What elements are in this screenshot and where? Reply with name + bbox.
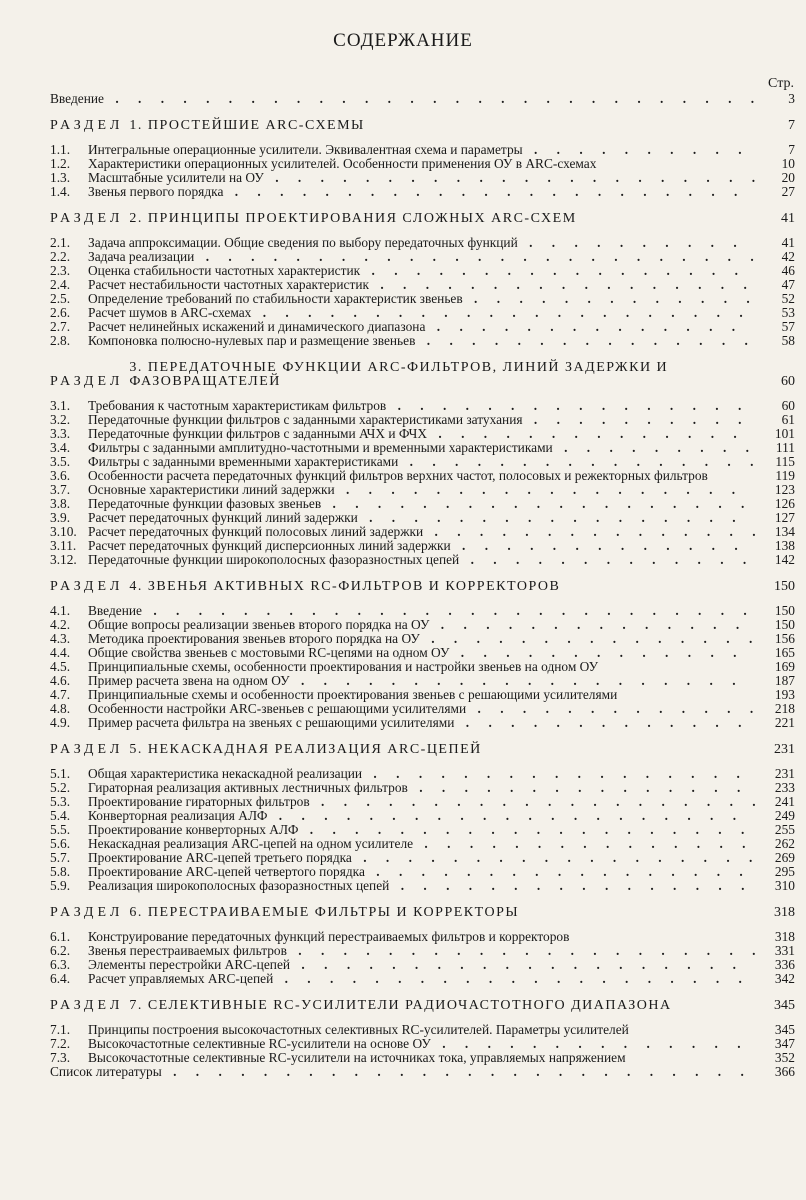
section-title: 5. НЕКАСКАДНАЯ РЕАЛИЗАЦИЯ ARC-ЦЕПЕЙ	[129, 742, 482, 757]
toc-entry-page: 269	[774, 850, 795, 865]
toc-entry	[50, 455, 795, 469]
toc-entry-text: Оценка стабильности частотных характеристик . . .	[88, 264, 755, 278]
section-page: 318	[774, 905, 795, 920]
toc-entry-text: Конструирование передаточных функций перестраиваемых фильтров и корректоров	[88, 930, 570, 944]
toc-entry-page: 58	[781, 333, 795, 348]
section-heading	[50, 580, 795, 594]
section-title: 7. СЕЛЕКТИВНЫЕ RC-УСИЛИТЕЛИ РАДИОЧАСТОТНОГО ДИАПАЗОНА	[129, 998, 672, 1013]
section-page: 231	[774, 742, 795, 757]
toc-entry	[50, 413, 795, 427]
toc-intro	[50, 92, 795, 106]
toc-entry-number: 6.2.	[50, 943, 71, 958]
toc-entry-page: 193	[774, 687, 795, 702]
toc-entry-text: Пример расчета фильтра на звеньях с решающими усилителями . . .	[88, 716, 755, 730]
toc-entry-text: Особенности расчета передаточных функций фильтров верхних частот, полосовых и режекторных фильтров	[88, 469, 708, 483]
toc-entry-number: 5.2.	[50, 780, 71, 795]
section-prefix: РАЗДЕЛ	[50, 118, 124, 133]
toc-entry-text: Общие свойства звеньев с мостовыми RC-цепями на одном ОУ . . .	[88, 646, 755, 660]
toc-entry-number: 3.11.	[50, 538, 77, 553]
toc-entry-page: 57	[781, 319, 795, 334]
toc-entry-page: 233	[774, 780, 795, 795]
toc-entry	[50, 497, 795, 511]
toc-entry	[50, 171, 795, 185]
toc-entry-number: 5.7.	[50, 850, 71, 865]
toc-entry	[50, 185, 795, 199]
table-of-contents	[50, 92, 795, 1079]
toc-entry-page: 342	[774, 971, 795, 986]
toc-entry-text: Гираторная реализация активных лестничных фильтров . . .	[88, 781, 755, 795]
toc-entry-number: 4.7.	[50, 687, 71, 702]
toc-entry-text: Расчет передаточных функций дисперсионных линий задержки . . .	[88, 539, 755, 553]
toc-entry-text: Расчет передаточных функций полосовых линий задержки . . .	[88, 525, 755, 539]
section-page: 345	[774, 998, 795, 1013]
toc-entry	[50, 851, 795, 865]
toc-entry	[50, 865, 795, 879]
toc-entry-number: 3.1.	[50, 398, 71, 413]
section-title: 3. ПЕРЕДАТОЧНЫЕ ФУНКЦИИ ARC-ФИЛЬТРОВ, ЛИНИЙ ЗАДЕРЖКИ И ФАЗОВРАЩАТЕЛЕЙ	[129, 360, 669, 389]
toc-entry-number: 7.1.	[50, 1022, 71, 1037]
toc-entry-text: Реализация широкополосных фазоразностных цепей . . .	[88, 879, 755, 893]
toc-entry-page: 60	[781, 398, 795, 413]
toc-entry	[50, 157, 795, 171]
toc-entry	[50, 688, 795, 702]
toc-references-text: Список литературы . . .	[50, 1065, 755, 1079]
toc-entry-number: 3.3.	[50, 426, 71, 441]
toc-entry-page: 7	[788, 142, 795, 157]
toc-entry-text: Общие вопросы реализации звеньев второго порядка на ОУ . . .	[88, 618, 755, 632]
toc-entry-text: Задача аппроксимации. Общие сведения по выбору передаточных функций . . .	[88, 236, 755, 250]
toc-entry-number: 4.1.	[50, 603, 71, 618]
toc-entry	[50, 306, 795, 320]
toc-entry-number: 5.8.	[50, 864, 71, 879]
toc-entry-text: Расчет нестабильности частотных характеристик . . .	[88, 278, 755, 292]
toc-entry-text: Передаточные функции фильтров с заданными характеристиками затухания . . .	[88, 413, 755, 427]
toc-entry	[50, 879, 795, 893]
toc-entry-page: 115	[775, 454, 795, 469]
toc-entry-number: 2.2.	[50, 249, 71, 264]
toc-entry	[50, 604, 795, 618]
toc-entry	[50, 702, 795, 716]
section-heading	[50, 743, 795, 757]
toc-entry-number: 2.6.	[50, 305, 71, 320]
toc-entry-page: 61	[781, 412, 795, 427]
toc-entry-text: Конверторная реализация АЛФ . . .	[88, 809, 755, 823]
toc-entry	[50, 767, 795, 781]
toc-entry-text: Звенья перестраиваемых фильтров . . .	[88, 944, 755, 958]
toc-entry	[50, 236, 795, 250]
section-page: 150	[774, 579, 795, 594]
toc-entry	[50, 334, 795, 348]
toc-entry-number: 2.3.	[50, 263, 71, 278]
toc-entry	[50, 264, 795, 278]
toc-entry	[50, 716, 795, 730]
toc-entry-text: Характеристики операционных усилителей. Особенности применения ОУ в ARC-схемах	[88, 157, 597, 171]
toc-entry-text: Передаточные функции фильтров с заданными АЧХ и ФЧХ . . .	[88, 427, 755, 441]
toc-entry-page: 249	[774, 808, 795, 823]
toc-entry	[50, 618, 795, 632]
toc-entry	[50, 469, 795, 483]
toc-entry-number: 4.2.	[50, 617, 71, 632]
toc-entry-number: 1.1.	[50, 142, 71, 157]
toc-entry-number: 4.4.	[50, 645, 71, 660]
toc-entry-text: Определение требований по стабильности характеристик звеньев . . .	[88, 292, 755, 306]
toc-entry-page: 165	[774, 645, 795, 660]
toc-entry-text: Принципиальные схемы, особенности проектирования и настройки звеньев на одном ОУ	[88, 660, 599, 674]
section-prefix: РАЗДЕЛ	[50, 905, 124, 920]
toc-entry	[50, 795, 795, 809]
toc-entry-page: 126	[774, 496, 795, 511]
toc-entry-number: 5.5.	[50, 822, 71, 837]
toc-entry-text: Высокочастотные селективные RC-усилители на основе ОУ . . .	[88, 1037, 755, 1051]
section-page: 60	[781, 374, 795, 389]
toc-entry-text: Проектирование конверторных АЛФ . . .	[88, 823, 755, 837]
toc-entry-number: 4.6.	[50, 673, 71, 688]
page-column-header: Стр.	[768, 76, 794, 91]
toc-entry-page: 111	[775, 440, 795, 455]
toc-entry-number: 3.6.	[50, 468, 71, 483]
toc-entry-number: 4.8.	[50, 701, 71, 716]
toc-entry-number: 7.3.	[50, 1050, 71, 1065]
section-heading	[50, 212, 795, 226]
toc-entry	[50, 823, 795, 837]
toc-entry-text: Принципиальные схемы и особенности проектирования звеньев с решающими усилителями	[88, 688, 618, 702]
toc-entry	[50, 958, 795, 972]
section-page: 7	[788, 118, 795, 133]
toc-entry	[50, 250, 795, 264]
toc-entry-text: Основные характеристики линий задержки . . .	[88, 483, 755, 497]
toc-entry-text: Фильтры с заданными амплитудно-частотными и временными характеристиками . . .	[88, 441, 755, 455]
toc-entry-text: Расчет передаточных функций линий задержки . . .	[88, 511, 755, 525]
toc-entry-number: 2.4.	[50, 277, 71, 292]
toc-entry	[50, 674, 795, 688]
toc-entry-number: 3.9.	[50, 510, 71, 525]
toc-entry-page: 336	[774, 957, 795, 972]
toc-entry-number: 6.3.	[50, 957, 71, 972]
toc-references	[50, 1065, 795, 1079]
toc-entry-page: 101	[774, 426, 795, 441]
toc-entry	[50, 781, 795, 795]
toc-entry-page: 347	[774, 1036, 795, 1051]
toc-entry-text: Расчет шумов в ARC-схемах . . .	[88, 306, 755, 320]
toc-entry-number: 3.8.	[50, 496, 71, 511]
toc-entry-page: 241	[774, 794, 795, 809]
toc-entry	[50, 944, 795, 958]
toc-entry-number: 2.8.	[50, 333, 71, 348]
toc-entry-page: 187	[774, 673, 795, 688]
toc-entry-number: 1.4.	[50, 184, 71, 199]
toc-entry-number: 3.7.	[50, 482, 71, 497]
toc-entry-text: Пример расчета звена на одном ОУ . . .	[88, 674, 755, 688]
section-heading	[50, 906, 795, 920]
toc-entry-text: Проектирование гираторных фильтров . . .	[88, 795, 755, 809]
toc-entry-text: Требования к частотным характеристикам фильтров . . .	[88, 399, 755, 413]
toc-entry-text: Особенности настройки ARC-звеньев с решающими усилителями . . .	[88, 702, 755, 716]
toc-entry-text: Передаточные функции широкополосных фазоразностных цепей . . .	[88, 553, 755, 567]
toc-entry-text: Некаскадная реализация ARC-цепей на одном усилителе . . .	[88, 837, 755, 851]
toc-entry-number: 4.3.	[50, 631, 71, 646]
toc-entry-text: Проектирование ARC-цепей третьего порядка . . .	[88, 851, 755, 865]
section-heading	[50, 361, 795, 389]
section-heading	[50, 119, 795, 133]
toc-entry-text: Звенья первого порядка . . .	[88, 185, 755, 199]
toc-entry-number: 3.5.	[50, 454, 71, 469]
toc-entry	[50, 427, 795, 441]
section-title: 2. ПРИНЦИПЫ ПРОЕКТИРОВАНИЯ СЛОЖНЫХ ARC-СХЕМ	[129, 211, 577, 226]
section-title: 1. ПРОСТЕЙШИЕ ARC-СХЕМЫ	[129, 118, 365, 133]
toc-intro-text: Введение . . .	[50, 92, 755, 106]
toc-intro-page: 3	[788, 91, 795, 106]
section-prefix: РАЗДЕЛ	[50, 742, 124, 757]
toc-entry-text: Принципы построения высокочастотных селективных RC-усилителей. Параметры усилителей	[88, 1023, 629, 1037]
toc-references-page: 366	[774, 1064, 795, 1079]
toc-entry	[50, 1037, 795, 1051]
toc-entry	[50, 143, 795, 157]
toc-entry-page: 41	[781, 235, 795, 250]
toc-entry-page: 142	[774, 552, 795, 567]
toc-entry-number: 4.5.	[50, 659, 71, 674]
toc-entry-number: 2.1.	[50, 235, 71, 250]
toc-entry	[50, 320, 795, 334]
toc-entry-page: 156	[774, 631, 795, 646]
toc-entry-page: 352	[774, 1050, 795, 1065]
section-title: 6. ПЕРЕСТРАИВАЕМЫЕ ФИЛЬТРЫ И КОРРЕКТОРЫ	[129, 905, 520, 920]
toc-entry-page: 331	[774, 943, 795, 958]
section-prefix: РАЗДЕЛ	[50, 579, 124, 594]
toc-entry-text: Передаточные функции фазовых звеньев . . .	[88, 497, 755, 511]
toc-entry-text: Масштабные усилители на ОУ . . .	[88, 171, 755, 185]
toc-entry	[50, 525, 795, 539]
toc-sections	[50, 119, 795, 1065]
toc-entry-page: 150	[774, 617, 795, 632]
toc-entry-text: Расчет управляемых ARC-цепей . . .	[88, 972, 755, 986]
toc-entry	[50, 809, 795, 823]
toc-entry-text: Расчет нелинейных искажений и динамического диапазона . . .	[88, 320, 755, 334]
toc-entry-page: 20	[781, 170, 795, 185]
toc-entry	[50, 930, 795, 944]
toc-entry	[50, 837, 795, 851]
toc-entry-page: 134	[774, 524, 795, 539]
toc-entry-number: 3.12.	[50, 552, 77, 567]
toc-entry-number: 6.1.	[50, 929, 71, 944]
toc-entry	[50, 292, 795, 306]
toc-entry-page: 127	[774, 510, 795, 525]
toc-entry-number: 6.4.	[50, 971, 71, 986]
toc-entry-text: Задача реализации . . .	[88, 250, 755, 264]
toc-entry-page: 52	[781, 291, 795, 306]
toc-entry-text: Введение . . .	[88, 604, 755, 618]
toc-entry-text: Общая характеристика некаскадной реализации . . .	[88, 767, 755, 781]
toc-entry-number: 1.3.	[50, 170, 71, 185]
toc-entry-number: 5.4.	[50, 808, 71, 823]
toc-entry-number: 5.6.	[50, 836, 71, 851]
toc-entry-page: 47	[781, 277, 795, 292]
section-prefix: РАЗДЕЛ	[50, 211, 124, 226]
toc-entry-page: 262	[774, 836, 795, 851]
toc-entry	[50, 483, 795, 497]
toc-entry-page: 123	[774, 482, 795, 497]
toc-entry-number: 3.10.	[50, 524, 77, 539]
toc-entry-text: Элементы перестройки ARC-цепей . . .	[88, 958, 755, 972]
toc-entry-page: 231	[774, 766, 795, 781]
toc-entry-number: 3.4.	[50, 440, 71, 455]
toc-entry-number: 5.9.	[50, 878, 71, 893]
section-page: 41	[781, 211, 795, 226]
toc-entry-number: 7.2.	[50, 1036, 71, 1051]
section-heading	[50, 999, 795, 1013]
toc-entry-number: 3.2.	[50, 412, 71, 427]
toc-entry	[50, 632, 795, 646]
toc-entry-text: Методика проектирования звеньев второго порядка на ОУ . . .	[88, 632, 755, 646]
toc-entry-number: 5.1.	[50, 766, 71, 781]
toc-entry-page: 295	[774, 864, 795, 879]
section-title: 4. ЗВЕНЬЯ АКТИВНЫХ RC-ФИЛЬТРОВ И КОРРЕКТОРОВ	[129, 579, 561, 594]
toc-entry	[50, 972, 795, 986]
toc-entry	[50, 539, 795, 553]
toc-entry-text: Интегральные операционные усилители. Эквивалентная схема и параметры . . .	[88, 143, 755, 157]
toc-entry-page: 310	[774, 878, 795, 893]
toc-entry-page: 221	[774, 715, 795, 730]
toc-entry-page: 150	[774, 603, 795, 618]
toc-entry	[50, 1051, 795, 1065]
toc-entry	[50, 399, 795, 413]
toc-entry-page: 318	[774, 929, 795, 944]
toc-entry-number: 1.2.	[50, 156, 71, 171]
toc-entry-number: 2.5.	[50, 291, 71, 306]
section-prefix: РАЗДЕЛ	[50, 998, 124, 1013]
toc-entry-page: 10	[781, 156, 795, 171]
toc-entry-page: 46	[781, 263, 795, 278]
toc-entry	[50, 646, 795, 660]
toc-entry-page: 255	[774, 822, 795, 837]
toc-entry	[50, 278, 795, 292]
toc-entry-number: 5.3.	[50, 794, 71, 809]
toc-entry-number: 4.9.	[50, 715, 71, 730]
toc-entry-page: 218	[774, 701, 795, 716]
toc-entry-page: 119	[775, 468, 795, 483]
toc-entry-page: 138	[774, 538, 795, 553]
toc-entry-page: 53	[781, 305, 795, 320]
toc-entry	[50, 511, 795, 525]
toc-entry-page: 27	[781, 184, 795, 199]
section-prefix: РАЗДЕЛ	[50, 374, 124, 389]
toc-entry-text: Проектирование ARC-цепей четвертого порядка . . .	[88, 865, 755, 879]
page-title: СОДЕРЖАНИЕ	[333, 30, 473, 51]
toc-entry-page: 345	[774, 1022, 795, 1037]
toc-entry-page: 169	[774, 659, 795, 674]
toc-entry-page: 42	[781, 249, 795, 264]
toc-entry	[50, 1023, 795, 1037]
toc-entry-text: Фильтры с заданными временными характеристиками . . .	[88, 455, 755, 469]
toc-entry-number: 2.7.	[50, 319, 71, 334]
toc-entry-text: Компоновка полюсно-нулевых пар и размещение звеньев . . .	[88, 334, 755, 348]
toc-entry-text: Высокочастотные селективные RC-усилители на источниках тока, управляемых напряжением	[88, 1051, 626, 1065]
toc-entry	[50, 441, 795, 455]
toc-entry	[50, 660, 795, 674]
toc-entry	[50, 553, 795, 567]
